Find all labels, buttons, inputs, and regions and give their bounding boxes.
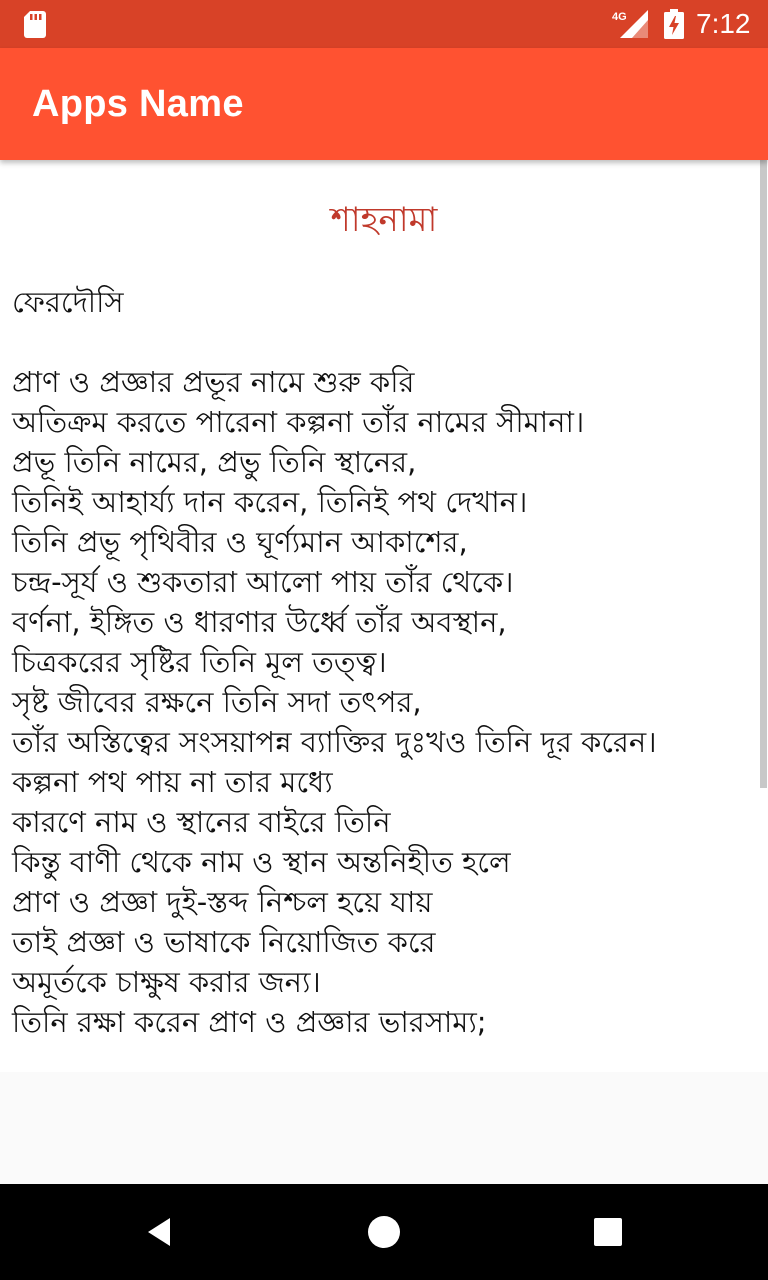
- poem-line: প্রভূ তিনি নামের, প্রভু তিনি স্থানের,: [12, 445, 417, 479]
- home-icon[interactable]: [360, 1208, 408, 1256]
- app-bar: [0, 48, 768, 160]
- back-icon[interactable]: [136, 1208, 184, 1256]
- app-title: Apps Name: [32, 83, 244, 125]
- poem-line: কল্পনা পথ পায় না তার মধ্যে: [12, 765, 333, 799]
- poem-body: [12, 362, 752, 1042]
- network-type-label: 4G: [612, 11, 627, 23]
- poem-line: চিত্রকরের সৃষ্টির তিনি মূল তত্ত্ব।: [12, 645, 387, 679]
- poem-line: সৃষ্ট জীবের রক্ষনে তিনি সদা তৎপর,: [12, 685, 422, 719]
- poem-line: প্রাণ ও প্রজ্ঞা দুই-স্তব্দ নিশ্চল হয়ে যায়: [12, 885, 433, 919]
- recent-apps-icon[interactable]: [584, 1208, 632, 1256]
- signal-icon: [612, 10, 648, 38]
- sd-card-icon: [24, 11, 46, 38]
- poem-line: তাই প্রজ্ঞা ও ভাষাকে নিয়োজিত করে: [12, 925, 436, 959]
- status-time: 7:12: [696, 8, 751, 39]
- navigation-bar: [0, 1184, 768, 1280]
- poem-author: ফেরদৌসি: [12, 285, 124, 319]
- poem-line: অতিক্রম করতে পারেনা কল্পনা তাঁর নামের সীমানা।: [12, 405, 585, 439]
- poem-line: কিন্তু বাণী থেকে নাম ও স্থান অন্তনিহীত হলে: [12, 845, 511, 879]
- scrollbar[interactable]: [760, 160, 767, 788]
- poem-line: চন্দ্র-সূর্য ও শুকতারা আলো পায় তাঁর থেকে।: [12, 565, 514, 599]
- poem-line: প্রাণ ও প্রজ্ঞার প্রভূর নামে শুরু করি: [12, 365, 415, 399]
- poem-line: তিনি প্রভূ পৃথিবীর ও ঘূর্ণ্যমান আকাশের,: [12, 525, 468, 559]
- poem-line: তাঁর অস্তিত্বের সংসয়াপন্ন ব্যাক্তির দুঃখও তিনি দূর করেন।: [12, 725, 657, 759]
- poem-line: তিনি রক্ষা করেন প্রাণ ও প্রজ্ঞার ভারসাম্য;: [12, 1005, 487, 1039]
- status-bar: [0, 0, 768, 48]
- battery-charging-icon: [664, 9, 684, 39]
- poem-line: অমূর্তকে চাক্ষুষ করার জন্য।: [12, 965, 321, 999]
- poem-title: শাহনামা: [330, 200, 438, 240]
- poem-line: বর্ণনা, ইঙ্গিত ও ধারণার উর্ধ্বে তাঁর অবস্থান,: [12, 605, 507, 639]
- poem-line: তিনিই আহার্য্য দান করেন, তিনিই পথ দেখান।: [12, 485, 528, 519]
- poem-scroll-view[interactable]: [0, 160, 768, 1072]
- blank-area: [0, 1072, 768, 1184]
- poem-line: কারণে নাম ও স্থানের বাইরে তিনি: [12, 805, 391, 839]
